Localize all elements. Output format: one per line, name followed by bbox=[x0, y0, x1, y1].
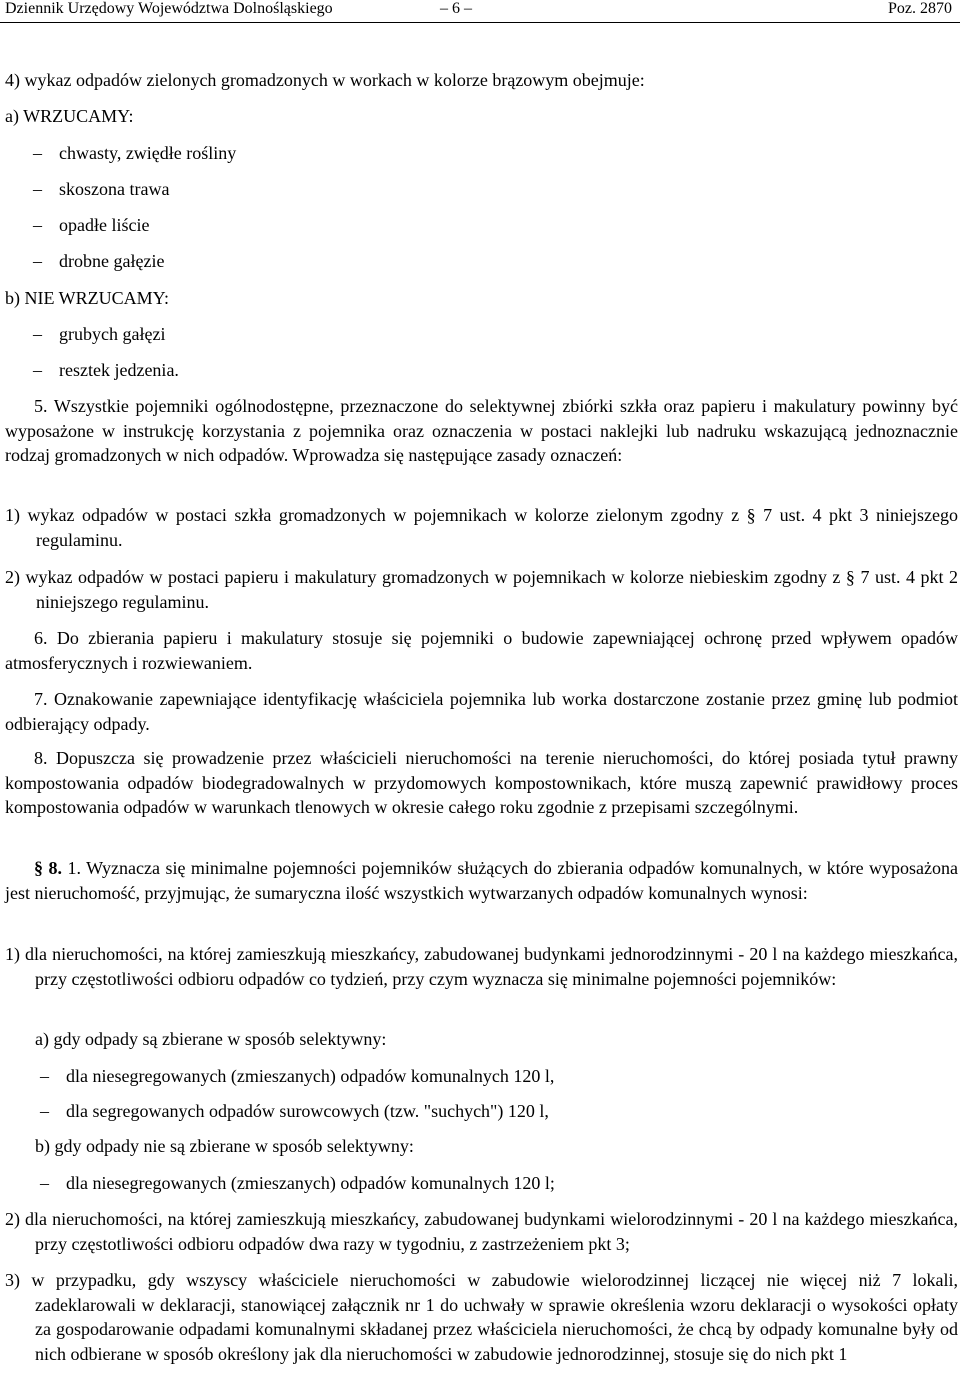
page-header bbox=[0, 0, 960, 24]
dash-bullet: – bbox=[40, 1066, 49, 1086]
list-intro: 4) wykaz odpadów zielonych gromadzonych w workach w kolorze brązowym obejmuje: bbox=[5, 70, 645, 90]
section-8-item-3: 3) w przypadku, gdy wszyscy właściciele nieruchomości w zabudowie wielorodzinnej liczącej nie więcej niż 7 lokali, zadeklarowali w deklaracji, stanowiącej załącznik nr 1 do uchwały w sprawie określenia wzoru deklaracji o wysokości opłaty za gospodarowanie odpadami komunalnymi składanej przez właściciela nieruchomości, że chcą by odpady komunalne były od nich odbierane w sposób określony jak dla nieruchomości w zabudowie jednorodzinnej, stosuje się do nich pkt 1 bbox=[5, 1270, 958, 1364]
dash-bullet: – bbox=[40, 1101, 49, 1121]
paragraph-5-item-1: 1) wykaz odpadów w postaci szkła gromadzonych w pojemnikach w kolorze zielonym zgodny z § 7 ust. 4 pkt 3 niniejszego regulaminu. bbox=[5, 505, 958, 550]
section-8-sublist-b-label: b) gdy odpady nie są zbierane w sposób selektywny: bbox=[35, 1136, 414, 1156]
paragraph-5-item-2: 2) wykaz odpadów w postaci papieru i makulatury gromadzonych w pojemnikach w kolorze niebieskim zgodny z § 7 ust. 4 pkt 2 niniejszego regulaminu. bbox=[5, 567, 958, 612]
paragraph-6: 6. Do zbierania papieru i makulatury stosuje się pojemniki o budowie zapewniającej ochronę przed wpływem opadów atmosferycznych i rozwiewaniem. bbox=[5, 628, 958, 673]
list-item: – drobne gałęzie bbox=[33, 251, 165, 271]
sublist-b-label: b) NIE WRZUCAMY: bbox=[5, 288, 170, 308]
dash-bullet: – bbox=[33, 251, 42, 271]
list-item: – skoszona trawa bbox=[33, 179, 170, 199]
paragraph-5: 5. Wszystkie pojemniki ogólnodostępne, przeznaczone do selektywnej zbiórki szkła oraz papieru i makulatury powinny być wyposażone w instrukcję korzystania z pojemnika oraz oznaczenia w postaci naklejki lub nadruku wskazującą jednoznacznie rodzaj gromadzonych w nich odpadów. Wprowadza się następujące zasady oznaczeń: bbox=[5, 396, 958, 466]
paragraph-8: 8. Dopuszcza się prowadzenie przez właścicieli nieruchomości na terenie nieruchomości, do której posiada tytuł prawny kompostowania odpadów biodegradowalnych w przydomowych kompostownikach, które muszą zapewnić prawidłowy proces kompostowania odpadów w warunkach tlenowych w okresie całego roku zgodnie z przepisami szczególnymi. bbox=[5, 748, 958, 818]
dash-bullet: – bbox=[33, 215, 42, 235]
position-number: Poz. 2870 bbox=[888, 0, 952, 17]
list-item: – dla niesegregowanych (zmieszanych) odpadów komunalnych 120 l; bbox=[40, 1173, 555, 1193]
page-number: – 6 – bbox=[440, 0, 472, 17]
header-rule bbox=[0, 22, 960, 23]
list-item: – resztek jedzenia. bbox=[33, 360, 179, 380]
list-item: – dla niesegregowanych (zmieszanych) odpadów komunalnych 120 l, bbox=[40, 1066, 555, 1086]
dash-bullet: – bbox=[40, 1173, 49, 1193]
dash-bullet: – bbox=[33, 324, 42, 344]
section-8-item-1: 1) dla nieruchomości, na której zamieszkują mieszkańcy, zabudowanej budynkami jednorodzinnymi - 20 l na każdego mieszkańca, przy częstotliwości odbioru odpadów co tydzień, przy czym wyznacza się minimalne pojemności pojemników: bbox=[5, 944, 958, 989]
dash-bullet: – bbox=[33, 360, 42, 380]
paragraph-7: 7. Oznakowanie zapewniające identyfikację właściciela pojemnika lub worka dostarczone zostanie przez gminę lub podmiot odbierający odpady. bbox=[5, 689, 958, 734]
section-8-paragraph: § 8. 1. Wyznacza się minimalne pojemności pojemników służących do zbierania odpadów komunalnych, w które wyposażona jest nieruchomość, przyjmując, że sumaryczna ilość wszystkich wytwarzanych odpadów komunalnych wynosi: bbox=[5, 858, 959, 903]
list-item: – opadłe liście bbox=[33, 215, 150, 235]
dash-bullet: – bbox=[33, 143, 42, 163]
section-8-label: § 8. bbox=[34, 858, 62, 878]
dash-bullet: – bbox=[33, 179, 42, 199]
list-item: – grubych gałęzi bbox=[33, 324, 166, 344]
list-item: – dla segregowanych odpadów surowcowych (tzw. "suchych") 120 l, bbox=[40, 1101, 549, 1121]
list-item: – chwasty, zwiędłe rośliny bbox=[33, 143, 237, 163]
section-8-sublist-a-label: a) gdy odpady są zbierane w sposób selektywny: bbox=[35, 1029, 387, 1049]
sublist-a-label: a) WRZUCAMY: bbox=[5, 106, 134, 126]
section-8-item-2: 2) dla nieruchomości, na której zamieszkują mieszkańcy, zabudowanej budynkami wielorodzinnymi - 20 l na każdego mieszkańca, przy częstotliwości odbioru odpadów dwa razy w tygodniu, z zastrzeżeniem pkt 3; bbox=[5, 1209, 958, 1254]
journal-title: Dziennik Urzędowy Województwa Dolnośląskiego bbox=[5, 0, 333, 17]
